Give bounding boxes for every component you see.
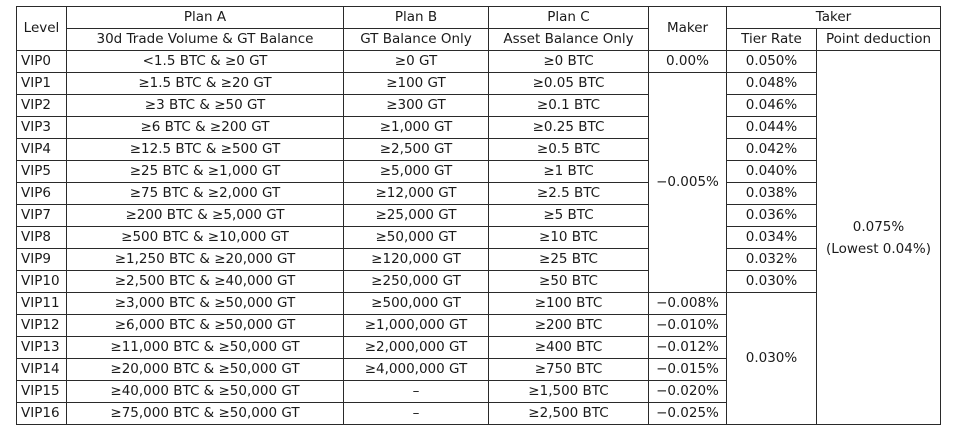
tier-rate-cell: 0.048% (727, 73, 817, 95)
tier-rate-cell: 0.050% (727, 51, 817, 73)
plan-a-cell: ≥25 BTC & ≥1,000 GT (67, 161, 344, 183)
level-cell: VIP0 (17, 51, 67, 73)
plan-b-cell: ≥5,000 GT (344, 161, 489, 183)
plan-c-cell: ≥25 BTC (489, 249, 649, 271)
plan-c-cell: ≥0.05 BTC (489, 73, 649, 95)
tier-rate-merged-cell: 0.030% (727, 293, 817, 425)
plan-b-cell: ≥25,000 GT (344, 205, 489, 227)
plan-a-cell: ≥200 BTC & ≥5,000 GT (67, 205, 344, 227)
vip-fee-table (16, 6, 941, 425)
plan-a-cell: ≥75,000 BTC & ≥50,000 GT (67, 403, 344, 425)
table-row (17, 73, 941, 95)
plan-c-cell: ≥5 BTC (489, 205, 649, 227)
plan-a-cell: ≥40,000 BTC & ≥50,000 GT (67, 381, 344, 403)
header-tier-rate: Tier Rate (727, 29, 817, 51)
plan-c-cell: ≥2,500 BTC (489, 403, 649, 425)
maker-cell: −0.012% (649, 337, 727, 359)
plan-b-cell: ≥1,000 GT (344, 117, 489, 139)
table-row (17, 161, 941, 183)
tier-rate-cell: 0.042% (727, 139, 817, 161)
header-plan-c: Plan C (489, 7, 649, 29)
level-cell: VIP2 (17, 95, 67, 117)
level-cell: VIP8 (17, 227, 67, 249)
plan-a-cell: ≥6 BTC & ≥200 GT (67, 117, 344, 139)
table-row (17, 117, 941, 139)
plan-c-cell: ≥1,500 BTC (489, 381, 649, 403)
table-row (17, 183, 941, 205)
header-row-2 (17, 29, 941, 51)
plan-a-cell: ≥1,250 BTC & ≥20,000 GT (67, 249, 344, 271)
maker-cell: −0.025% (649, 403, 727, 425)
plan-b-cell: ≥2,000,000 GT (344, 337, 489, 359)
table-row (17, 95, 941, 117)
plan-c-cell: ≥0.1 BTC (489, 95, 649, 117)
level-cell: VIP6 (17, 183, 67, 205)
plan-a-cell: ≥12.5 BTC & ≥500 GT (67, 139, 344, 161)
level-cell: VIP4 (17, 139, 67, 161)
level-cell: VIP16 (17, 403, 67, 425)
tier-rate-cell: 0.038% (727, 183, 817, 205)
plan-a-cell: ≥500 BTC & ≥10,000 GT (67, 227, 344, 249)
point-deduction-cell (817, 51, 941, 425)
header-plan-c-sub: Asset Balance Only (489, 29, 649, 51)
level-cell: VIP14 (17, 359, 67, 381)
tier-rate-cell: 0.030% (727, 271, 817, 293)
header-plan-b-sub: GT Balance Only (344, 29, 489, 51)
table-row (17, 249, 941, 271)
maker-merged-cell: −0.005% (649, 73, 727, 293)
plan-b-cell: ≥4,000,000 GT (344, 359, 489, 381)
table-row (17, 227, 941, 249)
plan-b-cell: ≥12,000 GT (344, 183, 489, 205)
tier-rate-cell: 0.044% (727, 117, 817, 139)
header-row-1 (17, 7, 941, 29)
plan-b-cell: – (344, 403, 489, 425)
maker-cell: −0.020% (649, 381, 727, 403)
plan-b-cell: ≥300 GT (344, 95, 489, 117)
plan-c-cell: ≥0.25 BTC (489, 117, 649, 139)
plan-a-cell: ≥20,000 BTC & ≥50,000 GT (67, 359, 344, 381)
plan-b-cell: ≥1,000,000 GT (344, 315, 489, 337)
level-cell: VIP5 (17, 161, 67, 183)
level-cell: VIP10 (17, 271, 67, 293)
header-maker: Maker (649, 7, 727, 51)
header-plan-b: Plan B (344, 7, 489, 29)
tier-rate-cell: 0.040% (727, 161, 817, 183)
plan-b-cell: ≥250,000 GT (344, 271, 489, 293)
plan-a-cell: ≥1.5 BTC & ≥20 GT (67, 73, 344, 95)
plan-c-cell: ≥200 BTC (489, 315, 649, 337)
table-row (17, 205, 941, 227)
header-point-deduction: Point deduction (817, 29, 941, 51)
plan-b-cell: ≥120,000 GT (344, 249, 489, 271)
plan-a-cell: ≥3,000 BTC & ≥50,000 GT (67, 293, 344, 315)
level-cell: VIP12 (17, 315, 67, 337)
header-level: Level (17, 7, 67, 51)
level-cell: VIP3 (17, 117, 67, 139)
plan-c-cell: ≥0.5 BTC (489, 139, 649, 161)
maker-cell: −0.015% (649, 359, 727, 381)
level-cell: VIP7 (17, 205, 67, 227)
maker-cell: −0.008% (649, 293, 727, 315)
plan-c-cell: ≥2.5 BTC (489, 183, 649, 205)
header-plan-a-sub: 30d Trade Volume & GT Balance (67, 29, 344, 51)
header-plan-a: Plan A (67, 7, 344, 29)
point-deduction-note: (Lowest 0.04%) (826, 240, 931, 257)
maker-cell: 0.00% (649, 51, 727, 73)
plan-c-cell: ≥100 BTC (489, 293, 649, 315)
level-cell: VIP15 (17, 381, 67, 403)
plan-c-cell: ≥0 BTC (489, 51, 649, 73)
table-row (17, 293, 941, 315)
plan-c-cell: ≥10 BTC (489, 227, 649, 249)
level-cell: VIP11 (17, 293, 67, 315)
point-deduction-value: 0.075% (852, 218, 905, 235)
plan-a-cell: <1.5 BTC & ≥0 GT (67, 51, 344, 73)
level-cell: VIP1 (17, 73, 67, 95)
tier-rate-cell: 0.046% (727, 95, 817, 117)
tier-rate-cell: 0.032% (727, 249, 817, 271)
plan-a-cell: ≥11,000 BTC & ≥50,000 GT (67, 337, 344, 359)
tier-rate-cell: 0.034% (727, 227, 817, 249)
plan-b-cell: – (344, 381, 489, 403)
level-cell: VIP13 (17, 337, 67, 359)
plan-a-cell: ≥75 BTC & ≥2,000 GT (67, 183, 344, 205)
plan-a-cell: ≥2,500 BTC & ≥40,000 GT (67, 271, 344, 293)
header-taker: Taker (727, 7, 941, 29)
table-row (17, 139, 941, 161)
plan-c-cell: ≥750 BTC (489, 359, 649, 381)
plan-b-cell: ≥100 GT (344, 73, 489, 95)
table-row (17, 51, 941, 73)
plan-b-cell: ≥2,500 GT (344, 139, 489, 161)
plan-c-cell: ≥50 BTC (489, 271, 649, 293)
plan-a-cell: ≥3 BTC & ≥50 GT (67, 95, 344, 117)
plan-b-cell: ≥0 GT (344, 51, 489, 73)
plan-a-cell: ≥6,000 BTC & ≥50,000 GT (67, 315, 344, 337)
plan-b-cell: ≥50,000 GT (344, 227, 489, 249)
plan-c-cell: ≥400 BTC (489, 337, 649, 359)
plan-b-cell: ≥500,000 GT (344, 293, 489, 315)
table-row (17, 271, 941, 293)
tier-rate-cell: 0.036% (727, 205, 817, 227)
level-cell: VIP9 (17, 249, 67, 271)
maker-cell: −0.010% (649, 315, 727, 337)
plan-c-cell: ≥1 BTC (489, 161, 649, 183)
